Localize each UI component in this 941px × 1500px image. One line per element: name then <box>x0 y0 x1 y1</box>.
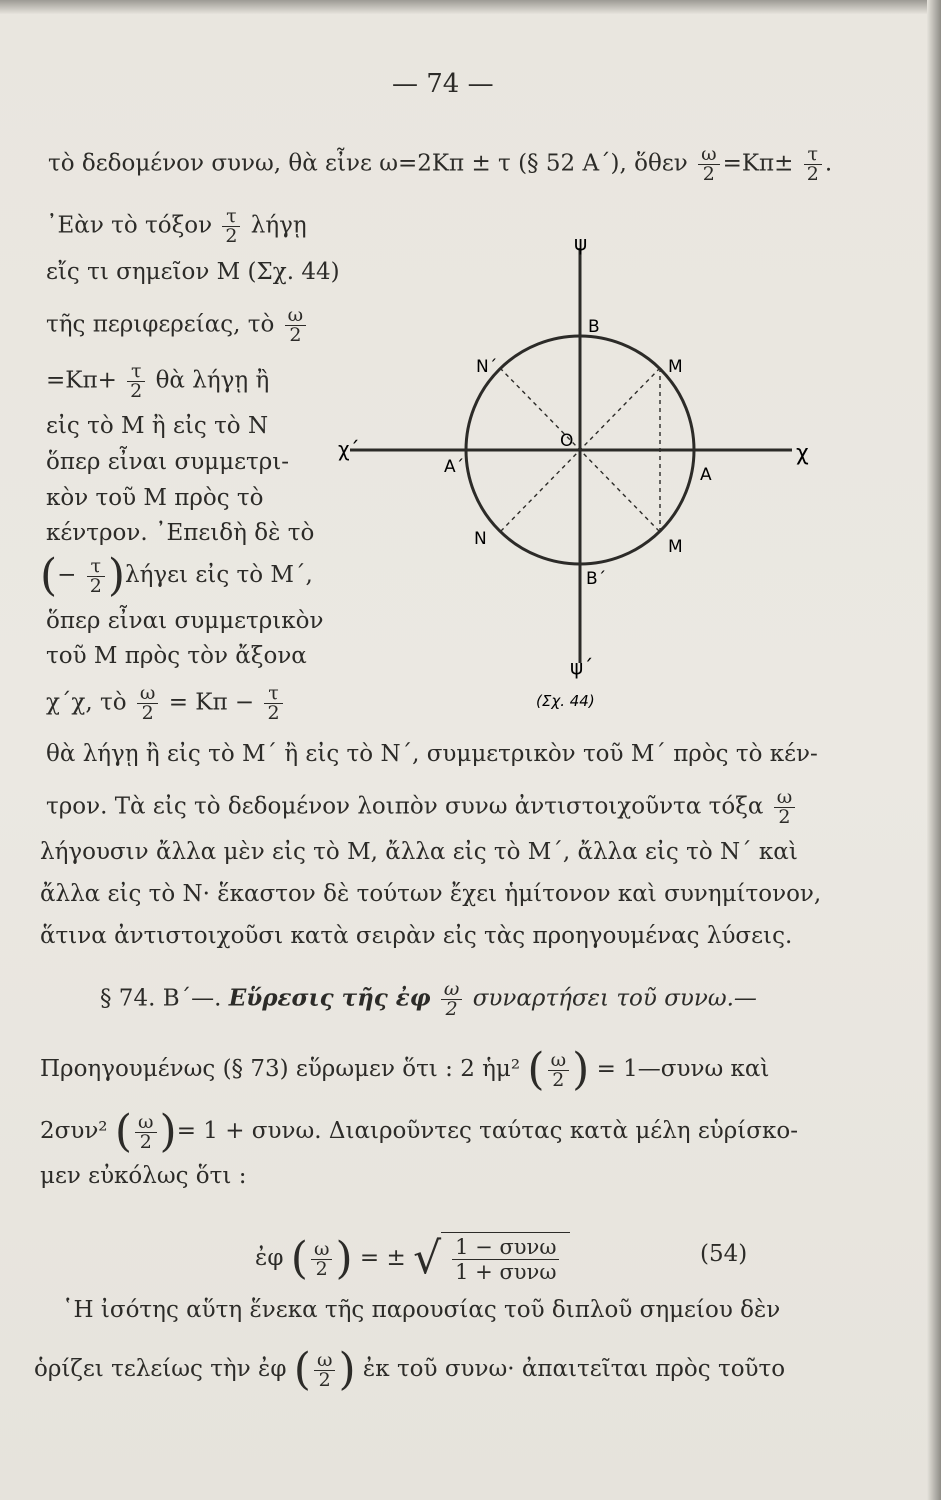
text-line-22: μεν εὐκόλως ὅτι : <box>40 1163 247 1189</box>
text-line-17: ἄλλα εἰς τὸ Ν· ἕκαστον δὲ τούτων ἔχει ἡμίτονον καὶ συνημίτονον, <box>40 881 822 907</box>
text-line-21: 2συν² ( $\frac{\omega}{2}$ )= 1 + συνω. Διαιροῦντες ταύτας κατὰ μέλη εὑρίσκο- <box>40 1106 799 1157</box>
text-line-4 <box>46 306 309 345</box>
section-title: Εὕρεσις τῆς ἐφ <box>228 984 431 1012</box>
text: = 1—συνω καὶ <box>596 1056 770 1082</box>
text: ᾿Εὰν τὸ τόξον <box>46 212 213 239</box>
text: ἐφ <box>255 1245 284 1271</box>
text: ἐκ τοῦ συνω· ἀπαιτεῖται πρὸς τοῦτο <box>362 1356 786 1382</box>
fraction-tau-2: $\frac{\tau}{2}$ <box>222 207 240 246</box>
text-line-11: ὅπερ εἶναι συμμετρικὸν <box>46 608 324 634</box>
text: = ± <box>359 1245 406 1271</box>
fraction-tau-2: $\frac{\tau}{2}$ <box>264 684 282 723</box>
equation-54: ἐφ ( $\frac{\omega}{2}$ ) = ± √ $\frac{\text{1 − συνω}}{\text{1 + συνω}}$ <box>255 1232 570 1286</box>
label-A: A <box>700 465 712 485</box>
fraction-tau-2: $\frac{\tau}{2}$ <box>804 145 822 184</box>
text: τὸ δεδομένον συνω, θὰ εἶνε ω=2Κπ ± τ (§ 52 Α΄), ὅθεν <box>48 150 688 177</box>
fraction-omega-2: $\frac{\omega}{2}$ <box>137 684 159 723</box>
label-chi-prime: χ΄ <box>338 437 360 461</box>
text-line-6: εἰς τὸ Μ ἢ εἰς τὸ Ν <box>46 413 269 439</box>
text-line-1: τὸ δεδομένον συνω, θὰ εἶνε ω=2Κπ ± τ (§ 52 Α΄), ὅθεν $\frac{\omega}{2}$ =Κπ± $\frac{\tau}{2}$ . <box>48 143 833 185</box>
text-line-24: ὁρίζει τελείως τὴν ἐφ ( $\frac{\omega}{2}$ ) ἐκ τοῦ συνω· ἀπαιτεῖται πρὸς τοῦτο <box>34 1344 786 1395</box>
section-heading <box>100 980 757 1019</box>
text: =Κπ+ <box>46 367 117 394</box>
page-number: — 74 — <box>392 69 494 99</box>
text: =Κπ± <box>722 150 794 177</box>
text-line-10: (− $\frac{\tau}{2}$ )λήγει εἰς τὸ Μ΄, <box>40 550 313 601</box>
text-line-2 <box>46 207 307 246</box>
text-line-12: τοῦ Μ πρὸς τὸν ἄξονα <box>46 643 307 669</box>
text: = 1 + συνω. Διαιροῦντες ταύτας κατὰ μέλη εὑρίσκο- <box>176 1118 799 1144</box>
text: Προηγουμένως (§ 73) εὕρωμεν ὅτι : 2 ἡμ² <box>40 1056 521 1082</box>
figure-44 <box>330 228 830 718</box>
fraction-omega-2: $\frac{\omega}{2}$ <box>311 1240 333 1279</box>
label-M: M <box>668 357 683 377</box>
label-chi: χ <box>796 441 809 466</box>
text: − <box>57 562 77 588</box>
text-line-14: θὰ λήγῃ ἢ εἰς τὸ Μ΄ ἢ εἰς τὸ Ν΄, συμμετρικὸν τοῦ Μ΄ πρὸς τὸ κέν- <box>46 741 818 767</box>
fraction-sqrt: $\frac{\text{1 − συνω}}{\text{1 + συνω}}$ <box>452 1235 559 1284</box>
text: χ΄χ, τὸ <box>46 689 127 716</box>
fraction-omega-2: $\frac{\omega}{2}$ <box>698 145 720 184</box>
label-M-prime: M <box>668 537 683 557</box>
text: τρον. Τὰ εἰς τὸ δεδομένον λοιπὸν συνω ἀντιστοιχοῦντα τόξα <box>46 793 764 820</box>
fraction-omega-2: $\frac{\omega}{2}$ <box>285 306 307 345</box>
sqrt-body <box>441 1232 570 1286</box>
text-line-5 <box>46 362 269 401</box>
fraction-omega-2: $\frac{\omega}{2}$ <box>774 788 796 827</box>
label-N-prime: N΄ <box>476 357 498 377</box>
text-line-16: λήγουσιν ἄλλα μὲν εἰς τὸ Μ, ἄλλα εἰς τὸ Μ΄, ἄλλα εἰς τὸ Ν΄ καὶ <box>40 839 798 865</box>
text: ὁρίζει τελείως τὴν ἐφ <box>34 1356 287 1382</box>
sqrt-sign: √ <box>413 1233 442 1284</box>
text-line-15 <box>46 788 798 827</box>
label-B: B <box>588 317 600 337</box>
text: λήγει εἰς τὸ Μ΄, <box>125 562 313 588</box>
page-top-edge <box>0 0 941 14</box>
label-psi-prime: ψ΄ <box>570 655 594 679</box>
text: τῆς περιφερείας, τὸ <box>46 311 275 338</box>
label-N: N <box>474 529 487 549</box>
text-line-13 <box>46 684 286 723</box>
text: λήγῃ <box>250 212 307 239</box>
page-right-edge <box>927 0 941 1500</box>
section-title-cont: συναρτήσει τοῦ συνω.— <box>472 985 757 1012</box>
figure-caption: (Σχ. 44) <box>536 692 595 710</box>
label-B-prime: B΄ <box>586 569 607 589</box>
text-line-9: κέντρον. ᾿Επειδὴ δὲ τὸ <box>46 520 315 546</box>
text: θὰ λήγῃ ἢ <box>155 367 270 394</box>
fraction-omega-2: $\frac{\omega}{2}$ <box>548 1051 570 1090</box>
fraction-tau-2: $\frac{\tau}{2}$ <box>87 557 105 596</box>
fraction-tau-2: $\frac{\tau}{2}$ <box>127 362 145 401</box>
section-number: § 74. Β΄—. <box>100 985 222 1012</box>
equation-number: (54) <box>700 1241 748 1267</box>
text: = Κπ − <box>168 689 255 716</box>
text-line-3: εἴς τι σημεῖον Μ (Σχ. 44) <box>46 259 340 285</box>
fraction-omega-2: $\frac{\omega}{2}$ <box>441 980 463 1019</box>
text: 2συν² <box>40 1118 108 1144</box>
fraction-omega-2: $\frac{\omega}{2}$ <box>135 1113 157 1152</box>
label-origin: O <box>560 431 574 451</box>
label-psi: ψ <box>574 231 588 255</box>
text-line-7: ὅπερ εἶναι συμμετρι- <box>46 449 290 475</box>
fraction-omega-2: $\frac{\omega}{2}$ <box>314 1351 336 1390</box>
text-line-18: ἅτινα ἀντιστοιχοῦσι κατὰ σειρὰν εἰς τὰς προηγουμένας λύσεις. <box>40 923 793 949</box>
text-line-8: κὸν τοῦ Μ πρὸς τὸ <box>46 485 264 511</box>
text-line-23: ῾Η ἰσότης αὕτη ἕνεκα τῆς παρουσίας τοῦ διπλοῦ σημείου δὲν <box>62 1297 781 1323</box>
text-line-20: Προηγουμένως (§ 73) εὕρωμεν ὅτι : 2 ἡμ² ( $\frac{\omega}{2}$ ) = 1—συνω καὶ <box>40 1044 770 1095</box>
label-A-prime: A΄ <box>444 457 465 477</box>
